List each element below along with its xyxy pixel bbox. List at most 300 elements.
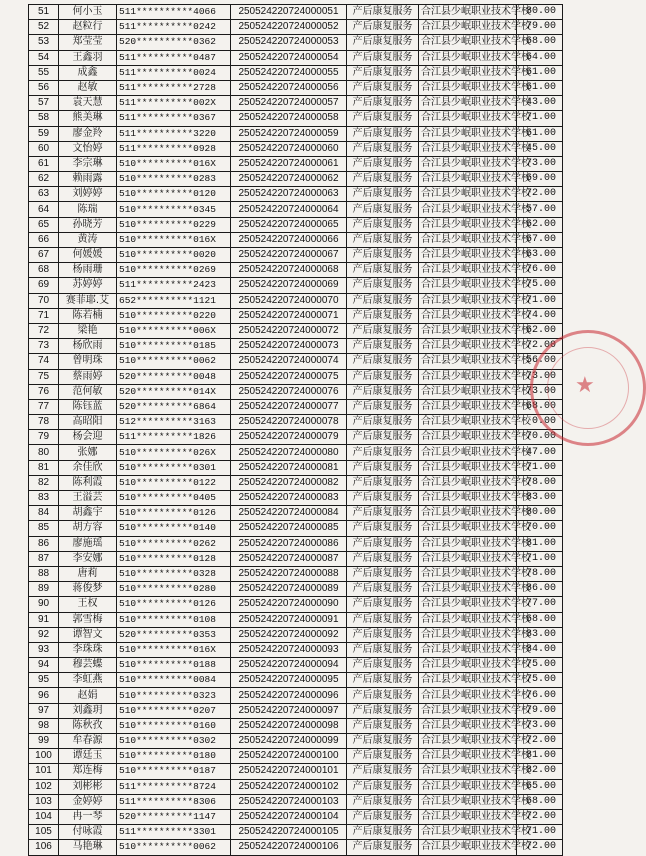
school-name-cell: 合江县少岷职业技术学校 bbox=[419, 126, 517, 141]
school-name-cell: 合江县少岷职业技术学校 bbox=[419, 248, 517, 263]
id-number-cell: 510**********0220 bbox=[117, 308, 231, 323]
row-number-cell: 65 bbox=[29, 217, 59, 232]
course-name-cell: 产后康复服务 bbox=[347, 506, 419, 521]
table-row bbox=[29, 187, 563, 202]
certificate-number-cell: 250524220724000095 bbox=[231, 673, 347, 688]
id-number-cell: 510**********0140 bbox=[117, 521, 231, 536]
row-number-cell: 62 bbox=[29, 172, 59, 187]
school-name-cell: 合江县少岷职业技术学校 bbox=[419, 809, 517, 824]
row-number-cell: 68 bbox=[29, 263, 59, 278]
school-name-cell: 合江县少岷职业技术学校 bbox=[419, 460, 517, 475]
score-cell: 79.00 bbox=[517, 703, 563, 718]
course-name-cell: 产后康复服务 bbox=[347, 20, 419, 35]
course-name-cell: 产后康复服务 bbox=[347, 384, 419, 399]
course-name-cell: 产后康复服务 bbox=[347, 734, 419, 749]
score-cell: 74.00 bbox=[517, 308, 563, 323]
table-row bbox=[29, 642, 563, 657]
table-row bbox=[29, 734, 563, 749]
school-name-cell: 合江县少岷职业技术学校 bbox=[419, 582, 517, 597]
row-number-cell: 96 bbox=[29, 688, 59, 703]
id-number-cell: 510**********0185 bbox=[117, 339, 231, 354]
score-cell: 56.00 bbox=[517, 354, 563, 369]
course-name-cell: 产后康复服务 bbox=[347, 232, 419, 247]
score-cell: 72.00 bbox=[517, 840, 563, 855]
certificate-number-cell: 250524220724000089 bbox=[231, 582, 347, 597]
student-name-cell: 黄涛 bbox=[59, 232, 117, 247]
score-cell: 71.00 bbox=[517, 551, 563, 566]
score-cell: 73.00 bbox=[517, 369, 563, 384]
school-name-cell: 合江县少岷职业技术学校 bbox=[419, 35, 517, 50]
school-name-cell: 合江县少岷职业技术学校 bbox=[419, 566, 517, 581]
score-cell: 43.00 bbox=[517, 96, 563, 111]
student-name-cell: 李虹燕 bbox=[59, 673, 117, 688]
course-name-cell: 产后康复服务 bbox=[347, 126, 419, 141]
certificate-number-cell: 250524220724000088 bbox=[231, 566, 347, 581]
certificate-number-cell: 250524220724000064 bbox=[231, 202, 347, 217]
certificate-number-cell: 250524220724000059 bbox=[231, 126, 347, 141]
student-name-cell: 袁天慧 bbox=[59, 96, 117, 111]
course-name-cell: 产后康复服务 bbox=[347, 354, 419, 369]
course-name-cell: 产后康复服务 bbox=[347, 642, 419, 657]
school-name-cell: 合江县少岷职业技术学校 bbox=[419, 384, 517, 399]
table-row bbox=[29, 248, 563, 263]
id-number-cell: 510**********0128 bbox=[117, 551, 231, 566]
id-number-cell: 520**********6864 bbox=[117, 399, 231, 414]
id-number-cell: 510**********0084 bbox=[117, 673, 231, 688]
score-cell: 81.00 bbox=[517, 749, 563, 764]
school-name-cell: 合江县少岷职业技术学校 bbox=[419, 293, 517, 308]
certificate-number-cell: 250524220724000053 bbox=[231, 35, 347, 50]
student-name-cell: 郑连梅 bbox=[59, 764, 117, 779]
table-row bbox=[29, 840, 563, 855]
course-name-cell: 产后康复服务 bbox=[347, 202, 419, 217]
id-number-cell: 510**********0108 bbox=[117, 612, 231, 627]
school-name-cell: 合江县少岷职业技术学校 bbox=[419, 430, 517, 445]
row-number-cell: 104 bbox=[29, 809, 59, 824]
student-name-cell: 何媛媛 bbox=[59, 248, 117, 263]
row-number-cell: 64 bbox=[29, 202, 59, 217]
certificate-number-cell: 250524220724000073 bbox=[231, 339, 347, 354]
certificate-number-cell: 250524220724000061 bbox=[231, 156, 347, 171]
score-cell: 83.00 bbox=[517, 491, 563, 506]
course-name-cell: 产后康复服务 bbox=[347, 339, 419, 354]
id-number-cell: 510**********016X bbox=[117, 642, 231, 657]
score-cell: 57.00 bbox=[517, 202, 563, 217]
score-cell: 68.00 bbox=[517, 399, 563, 414]
id-number-cell: 510**********0187 bbox=[117, 764, 231, 779]
table-row bbox=[29, 612, 563, 627]
student-name-cell: 谭智文 bbox=[59, 627, 117, 642]
student-name-cell: 杨欣雨 bbox=[59, 339, 117, 354]
table-row bbox=[29, 491, 563, 506]
certificate-number-cell: 250524220724000054 bbox=[231, 50, 347, 65]
certificate-number-cell: 250524220724000065 bbox=[231, 217, 347, 232]
course-name-cell: 产后康复服务 bbox=[347, 217, 419, 232]
id-number-cell: 520**********0353 bbox=[117, 627, 231, 642]
score-cell: 65.00 bbox=[517, 779, 563, 794]
school-name-cell: 合江县少岷职业技术学校 bbox=[419, 673, 517, 688]
course-name-cell: 产后康复服务 bbox=[347, 65, 419, 80]
certificate-number-cell: 250524220724000074 bbox=[231, 354, 347, 369]
student-name-cell: 刘彬彬 bbox=[59, 779, 117, 794]
school-name-cell: 合江县少岷职业技术学校 bbox=[419, 506, 517, 521]
score-cell: 79.00 bbox=[517, 20, 563, 35]
score-cell: 71.00 bbox=[517, 460, 563, 475]
row-number-cell: 91 bbox=[29, 612, 59, 627]
school-name-cell: 合江县少岷职业技术学校 bbox=[419, 65, 517, 80]
course-name-cell: 产后康复服务 bbox=[347, 187, 419, 202]
certificate-number-cell: 250524220724000097 bbox=[231, 703, 347, 718]
id-number-cell: 511**********0024 bbox=[117, 65, 231, 80]
row-number-cell: 76 bbox=[29, 384, 59, 399]
course-name-cell: 产后康复服务 bbox=[347, 658, 419, 673]
table-row bbox=[29, 475, 563, 490]
row-number-cell: 82 bbox=[29, 475, 59, 490]
id-number-cell: 510**********0302 bbox=[117, 734, 231, 749]
student-name-cell: 蔡雨婷 bbox=[59, 369, 117, 384]
school-name-cell: 合江县少岷职业技术学校 bbox=[419, 415, 517, 430]
certificate-number-cell: 250524220724000060 bbox=[231, 141, 347, 156]
course-name-cell: 产后康复服务 bbox=[347, 35, 419, 50]
course-name-cell: 产后康复服务 bbox=[347, 50, 419, 65]
row-number-cell: 56 bbox=[29, 80, 59, 95]
student-name-cell: 赵敏 bbox=[59, 80, 117, 95]
id-number-cell: 510**********016X bbox=[117, 232, 231, 247]
row-number-cell: 74 bbox=[29, 354, 59, 369]
school-name-cell: 合江县少岷职业技术学校 bbox=[419, 642, 517, 657]
student-name-cell: 余佳欣 bbox=[59, 460, 117, 475]
score-cell: 75.00 bbox=[517, 673, 563, 688]
id-number-cell: 520**********014X bbox=[117, 384, 231, 399]
table-row bbox=[29, 703, 563, 718]
table-row bbox=[29, 65, 563, 80]
row-number-cell: 101 bbox=[29, 764, 59, 779]
table-row bbox=[29, 809, 563, 824]
score-cell: 71.00 bbox=[517, 825, 563, 840]
student-name-cell: 高昭阳 bbox=[59, 415, 117, 430]
certificate-number-cell: 250524220724000101 bbox=[231, 764, 347, 779]
score-cell: 71.00 bbox=[517, 293, 563, 308]
row-number-cell: 61 bbox=[29, 156, 59, 171]
school-name-cell: 合江县少岷职业技术学校 bbox=[419, 323, 517, 338]
score-cell: 70.00 bbox=[517, 430, 563, 445]
id-number-cell: 510**********0229 bbox=[117, 217, 231, 232]
table-row bbox=[29, 582, 563, 597]
course-name-cell: 产后康复服务 bbox=[347, 809, 419, 824]
row-number-cell: 53 bbox=[29, 35, 59, 50]
school-name-cell: 合江县少岷职业技术学校 bbox=[419, 491, 517, 506]
student-name-cell: 李宗琳 bbox=[59, 156, 117, 171]
score-cell: 80.00 bbox=[517, 5, 563, 20]
school-name-cell: 合江县少岷职业技术学校 bbox=[419, 794, 517, 809]
id-number-cell: 511**********002X bbox=[117, 96, 231, 111]
id-number-cell: 510**********0207 bbox=[117, 703, 231, 718]
course-name-cell: 产后康复服务 bbox=[347, 293, 419, 308]
course-name-cell: 产后康复服务 bbox=[347, 323, 419, 338]
table-row bbox=[29, 308, 563, 323]
id-number-cell: 511**********2728 bbox=[117, 80, 231, 95]
table-row bbox=[29, 278, 563, 293]
id-number-cell: 511**********8724 bbox=[117, 779, 231, 794]
row-number-cell: 60 bbox=[29, 141, 59, 156]
certificate-number-cell: 250524220724000093 bbox=[231, 642, 347, 657]
course-name-cell: 产后康复服务 bbox=[347, 415, 419, 430]
id-number-cell: 511**********0242 bbox=[117, 20, 231, 35]
certificate-number-cell: 250524220724000076 bbox=[231, 384, 347, 399]
school-name-cell: 合江县少岷职业技术学校 bbox=[419, 111, 517, 126]
course-name-cell: 产后康复服务 bbox=[347, 566, 419, 581]
student-name-cell: 牟春源 bbox=[59, 734, 117, 749]
table-row bbox=[29, 536, 563, 551]
course-name-cell: 产后康复服务 bbox=[347, 475, 419, 490]
certificate-number-cell: 250524220724000075 bbox=[231, 369, 347, 384]
course-name-cell: 产后康复服务 bbox=[347, 582, 419, 597]
school-name-cell: 合江县少岷职业技术学校 bbox=[419, 627, 517, 642]
student-name-cell: 谭廷玉 bbox=[59, 749, 117, 764]
school-name-cell: 合江县少岷职业技术学校 bbox=[419, 764, 517, 779]
row-number-cell: 84 bbox=[29, 506, 59, 521]
table-row bbox=[29, 5, 563, 20]
row-number-cell: 79 bbox=[29, 430, 59, 445]
score-cell: 69.00 bbox=[517, 172, 563, 187]
student-name-cell: 赖雨露 bbox=[59, 172, 117, 187]
row-number-cell: 58 bbox=[29, 111, 59, 126]
school-name-cell: 合江县少岷职业技术学校 bbox=[419, 688, 517, 703]
id-number-cell: 520**********1147 bbox=[117, 809, 231, 824]
student-name-cell: 赛菲耶.艾 bbox=[59, 293, 117, 308]
certificate-number-cell: 250524220724000056 bbox=[231, 80, 347, 95]
id-number-cell: 510**********016X bbox=[117, 156, 231, 171]
score-cell: 0.00 bbox=[517, 415, 563, 430]
score-cell: 78.00 bbox=[517, 475, 563, 490]
score-cell: 63.00 bbox=[517, 248, 563, 263]
id-number-cell: 510**********0280 bbox=[117, 582, 231, 597]
course-name-cell: 产后康复服务 bbox=[347, 673, 419, 688]
student-name-cell: 冉一琴 bbox=[59, 809, 117, 824]
id-number-cell: 511**********0487 bbox=[117, 50, 231, 65]
table-row bbox=[29, 688, 563, 703]
school-name-cell: 合江县少岷职业技术学校 bbox=[419, 187, 517, 202]
school-name-cell: 合江县少岷职业技术学校 bbox=[419, 825, 517, 840]
row-number-cell: 86 bbox=[29, 536, 59, 551]
course-name-cell: 产后康复服务 bbox=[347, 172, 419, 187]
score-cell: 47.00 bbox=[517, 445, 563, 460]
course-name-cell: 产后康复服务 bbox=[347, 597, 419, 612]
school-name-cell: 合江县少岷职业技术学校 bbox=[419, 263, 517, 278]
student-name-cell: 陈利霞 bbox=[59, 475, 117, 490]
course-name-cell: 产后康复服务 bbox=[347, 521, 419, 536]
certificate-number-cell: 250524220724000070 bbox=[231, 293, 347, 308]
school-name-cell: 合江县少岷职业技术学校 bbox=[419, 840, 517, 855]
score-cell: 82.00 bbox=[517, 764, 563, 779]
table-row bbox=[29, 354, 563, 369]
student-name-cell: 廖施瑶 bbox=[59, 536, 117, 551]
table-row bbox=[29, 339, 563, 354]
student-name-cell: 杨雨珊 bbox=[59, 263, 117, 278]
certificate-number-cell: 250524220724000063 bbox=[231, 187, 347, 202]
table-row bbox=[29, 415, 563, 430]
school-name-cell: 合江县少岷职业技术学校 bbox=[419, 50, 517, 65]
table-row bbox=[29, 506, 563, 521]
course-name-cell: 产后康复服务 bbox=[347, 688, 419, 703]
school-name-cell: 合江县少岷职业技术学校 bbox=[419, 278, 517, 293]
score-cell: 86.00 bbox=[517, 582, 563, 597]
certificate-number-cell: 250524220724000062 bbox=[231, 172, 347, 187]
school-name-cell: 合江县少岷职业技术学校 bbox=[419, 172, 517, 187]
score-cell: 73.00 bbox=[517, 718, 563, 733]
row-number-cell: 63 bbox=[29, 187, 59, 202]
id-number-cell: 510**********006X bbox=[117, 323, 231, 338]
row-number-cell: 52 bbox=[29, 20, 59, 35]
school-name-cell: 合江县少岷职业技术学校 bbox=[419, 217, 517, 232]
row-number-cell: 78 bbox=[29, 415, 59, 430]
row-number-cell: 70 bbox=[29, 293, 59, 308]
student-name-cell: 陈秋孜 bbox=[59, 718, 117, 733]
row-number-cell: 59 bbox=[29, 126, 59, 141]
table-row bbox=[29, 445, 563, 460]
certificate-number-cell: 250524220724000058 bbox=[231, 111, 347, 126]
course-name-cell: 产后康复服务 bbox=[347, 460, 419, 475]
certificate-number-cell: 250524220724000066 bbox=[231, 232, 347, 247]
score-cell: 84.00 bbox=[517, 642, 563, 657]
row-number-cell: 97 bbox=[29, 703, 59, 718]
score-cell: 73.00 bbox=[517, 156, 563, 171]
certificate-number-cell: 250524220724000081 bbox=[231, 460, 347, 475]
id-number-cell: 520**********0362 bbox=[117, 35, 231, 50]
row-number-cell: 54 bbox=[29, 50, 59, 65]
row-number-cell: 66 bbox=[29, 232, 59, 247]
id-number-cell: 512**********3163 bbox=[117, 415, 231, 430]
certificate-number-cell: 250524220724000071 bbox=[231, 308, 347, 323]
score-cell: 61.00 bbox=[517, 65, 563, 80]
course-name-cell: 产后康复服务 bbox=[347, 263, 419, 278]
table-row bbox=[29, 202, 563, 217]
score-cell: 76.00 bbox=[517, 688, 563, 703]
score-cell: 70.00 bbox=[517, 521, 563, 536]
school-name-cell: 合江县少岷职业技术学校 bbox=[419, 141, 517, 156]
row-number-cell: 106 bbox=[29, 840, 59, 855]
course-name-cell: 产后康复服务 bbox=[347, 141, 419, 156]
certificate-number-cell: 250524220724000085 bbox=[231, 521, 347, 536]
row-number-cell: 81 bbox=[29, 460, 59, 475]
student-name-cell: 赵粒行 bbox=[59, 20, 117, 35]
certificate-number-cell: 250524220724000086 bbox=[231, 536, 347, 551]
course-name-cell: 产后康复服务 bbox=[347, 627, 419, 642]
table-row bbox=[29, 111, 563, 126]
id-number-cell: 510**********0283 bbox=[117, 172, 231, 187]
course-name-cell: 产后康复服务 bbox=[347, 5, 419, 20]
table-row bbox=[29, 551, 563, 566]
table-row bbox=[29, 825, 563, 840]
course-name-cell: 产后康复服务 bbox=[347, 96, 419, 111]
course-name-cell: 产后康复服务 bbox=[347, 764, 419, 779]
certificate-number-cell: 250524220724000103 bbox=[231, 794, 347, 809]
table-row bbox=[29, 521, 563, 536]
course-name-cell: 产后康复服务 bbox=[347, 308, 419, 323]
table-row bbox=[29, 597, 563, 612]
row-number-cell: 72 bbox=[29, 323, 59, 338]
school-name-cell: 合江县少岷职业技术学校 bbox=[419, 156, 517, 171]
score-cell: 75.00 bbox=[517, 658, 563, 673]
student-name-cell: 金婷婷 bbox=[59, 794, 117, 809]
row-number-cell: 88 bbox=[29, 566, 59, 581]
student-name-cell: 廖金羚 bbox=[59, 126, 117, 141]
certificate-number-cell: 250524220724000105 bbox=[231, 825, 347, 840]
id-number-cell: 510**********0160 bbox=[117, 718, 231, 733]
id-number-cell: 511**********4066 bbox=[117, 5, 231, 20]
id-number-cell: 511**********3220 bbox=[117, 126, 231, 141]
certificate-number-cell: 250524220724000082 bbox=[231, 475, 347, 490]
row-number-cell: 93 bbox=[29, 642, 59, 657]
school-name-cell: 合江县少岷职业技术学校 bbox=[419, 703, 517, 718]
row-number-cell: 55 bbox=[29, 65, 59, 80]
id-number-cell: 510**********0020 bbox=[117, 248, 231, 263]
course-name-cell: 产后康复服务 bbox=[347, 794, 419, 809]
student-name-cell: 曾明珠 bbox=[59, 354, 117, 369]
row-number-cell: 80 bbox=[29, 445, 59, 460]
table-row bbox=[29, 430, 563, 445]
student-name-cell: 杨会迎 bbox=[59, 430, 117, 445]
id-number-cell: 510**********026X bbox=[117, 445, 231, 460]
row-number-cell: 102 bbox=[29, 779, 59, 794]
table-row bbox=[29, 673, 563, 688]
course-name-cell: 产后康复服务 bbox=[347, 445, 419, 460]
certificate-number-cell: 250524220724000098 bbox=[231, 718, 347, 733]
table-row bbox=[29, 779, 563, 794]
id-number-cell: 510**********0405 bbox=[117, 491, 231, 506]
id-number-cell: 510**********0323 bbox=[117, 688, 231, 703]
score-cell: 75.00 bbox=[517, 278, 563, 293]
score-cell: 61.00 bbox=[517, 126, 563, 141]
score-cell: 68.00 bbox=[517, 612, 563, 627]
school-name-cell: 合江县少岷职业技术学校 bbox=[419, 475, 517, 490]
certificate-number-cell: 250524220724000072 bbox=[231, 323, 347, 338]
id-number-cell: 510**********0262 bbox=[117, 536, 231, 551]
table-row bbox=[29, 566, 563, 581]
id-number-cell: 510**********0345 bbox=[117, 202, 231, 217]
row-number-cell: 77 bbox=[29, 399, 59, 414]
certificate-number-cell: 250524220724000104 bbox=[231, 809, 347, 824]
student-name-cell: 陈瑞 bbox=[59, 202, 117, 217]
id-number-cell: 510**********0269 bbox=[117, 263, 231, 278]
certificate-number-cell: 250524220724000102 bbox=[231, 779, 347, 794]
id-number-cell: 510**********0126 bbox=[117, 506, 231, 521]
score-cell: 62.00 bbox=[517, 323, 563, 338]
certificate-number-cell: 250524220724000077 bbox=[231, 399, 347, 414]
student-name-cell: 苏婷婷 bbox=[59, 278, 117, 293]
course-name-cell: 产后康复服务 bbox=[347, 749, 419, 764]
table-row bbox=[29, 718, 563, 733]
row-number-cell: 57 bbox=[29, 96, 59, 111]
table-row bbox=[29, 384, 563, 399]
school-name-cell: 合江县少岷职业技术学校 bbox=[419, 718, 517, 733]
certificate-number-cell: 250524220724000052 bbox=[231, 20, 347, 35]
student-name-cell: 赵娟 bbox=[59, 688, 117, 703]
score-cell: 78.00 bbox=[517, 566, 563, 581]
school-name-cell: 合江县少岷职业技术学校 bbox=[419, 734, 517, 749]
certificate-number-cell: 250524220724000099 bbox=[231, 734, 347, 749]
student-name-cell: 付咏霞 bbox=[59, 825, 117, 840]
school-name-cell: 合江县少岷职业技术学校 bbox=[419, 96, 517, 111]
table-row bbox=[29, 399, 563, 414]
row-number-cell: 90 bbox=[29, 597, 59, 612]
course-name-cell: 产后康复服务 bbox=[347, 718, 419, 733]
id-number-cell: 511**********8306 bbox=[117, 794, 231, 809]
student-name-cell: 熊美琳 bbox=[59, 111, 117, 126]
school-name-cell: 合江县少岷职业技术学校 bbox=[419, 369, 517, 384]
row-number-cell: 99 bbox=[29, 734, 59, 749]
student-name-cell: 陈若楠 bbox=[59, 308, 117, 323]
